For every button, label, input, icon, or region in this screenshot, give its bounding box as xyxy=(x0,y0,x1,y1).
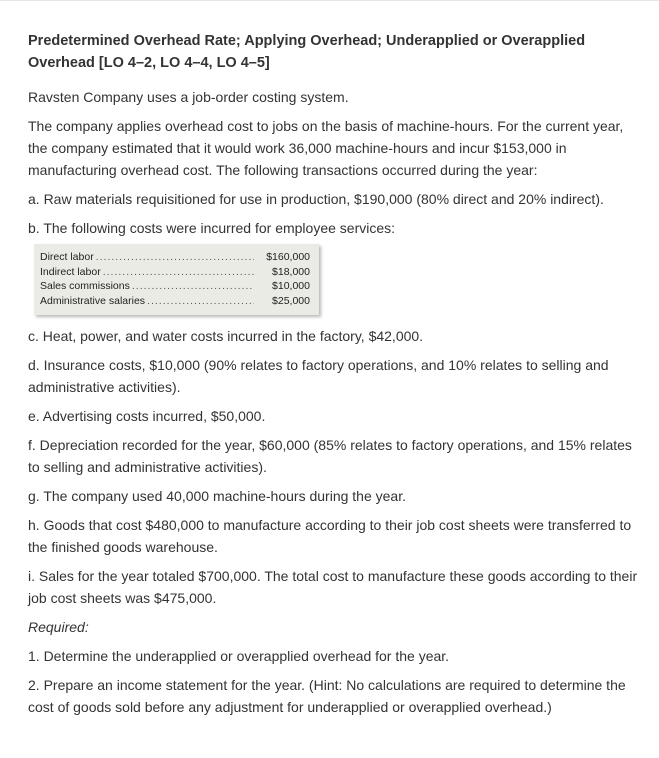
item-a: a. Raw materials requisitioned for use in production, $190,000 (80% direct and 20% indirect). xyxy=(28,191,604,207)
leader-dots xyxy=(147,294,254,309)
cost-row-direct-labor xyxy=(40,250,310,265)
cost-label: Direct labor xyxy=(40,251,94,263)
intro-text: Ravsten Company uses a job-order costing system. xyxy=(28,89,349,105)
leader-dots xyxy=(96,250,254,265)
leader-dots xyxy=(103,265,254,280)
cost-label: Administrative salaries xyxy=(40,294,146,307)
cost-row-indirect-labor xyxy=(40,265,310,280)
cost-amount: $160,000 xyxy=(266,251,310,263)
cost-label: Indirect labor xyxy=(40,265,101,278)
requirement-1: 1. Determine the underapplied or overapplied overhead for the year. xyxy=(28,648,450,664)
cost-row-administrative-salaries xyxy=(40,294,310,309)
cost-amount: $18,000 xyxy=(272,265,310,278)
cost-amount: $10,000 xyxy=(272,280,310,292)
cost-label: Sales commissions xyxy=(40,280,130,292)
top-divider xyxy=(0,0,659,1)
cost-row-sales-commissions xyxy=(40,279,310,294)
item-h: h. Goods that cost $480,000 to manufacture according to their job cost sheets were transferred to the finished goods warehouse. xyxy=(28,517,632,555)
leader-dots xyxy=(132,279,254,294)
item-i: i. Sales for the year totaled $700,000. The total cost to manufacture these goods according to their job cost sheets was $475,000. xyxy=(28,568,638,606)
problem-title: Predetermined Overhead Rate; Applying Overhead; Underapplied or Overapplied Overhead [LO 4–2, LO 4–4, LO 4–5] xyxy=(28,33,586,71)
employee-cost-table xyxy=(34,244,319,315)
description-text: The company applies overhead cost to jobs on the basis of machine-hours. For the current year, the company estimated that it would work 36,000 machine-hours and incur $153,000 in manufacturing overhead cost. The following transactions occurred during the year: xyxy=(28,118,624,178)
item-f: f. Depreciation recorded for the year, $60,000 (85% relates to factory operations, and 15% relates to selling and administrative activities). xyxy=(28,437,632,475)
required-heading: Required: xyxy=(28,619,89,635)
item-g: g. The company used 40,000 machine-hours during the year. xyxy=(28,488,406,504)
item-d: d. Insurance costs, $10,000 (90% relates to factory operations, and 10% relates to selling and administrative activities). xyxy=(28,357,609,395)
requirement-2: 2. Prepare an income statement for the year. (Hint: No calculations are required to determine the cost of goods sold before any adjustment for underapplied or overapplied overhead.) xyxy=(28,677,626,715)
cost-amount: $25,000 xyxy=(272,294,310,307)
item-b: b. The following costs were incurred for employee services: xyxy=(28,220,396,236)
problem-content xyxy=(28,30,638,718)
item-c: c. Heat, power, and water costs incurred in the factory, $42,000. xyxy=(28,328,424,344)
item-e: e. Advertising costs incurred, $50,000. xyxy=(28,408,266,424)
